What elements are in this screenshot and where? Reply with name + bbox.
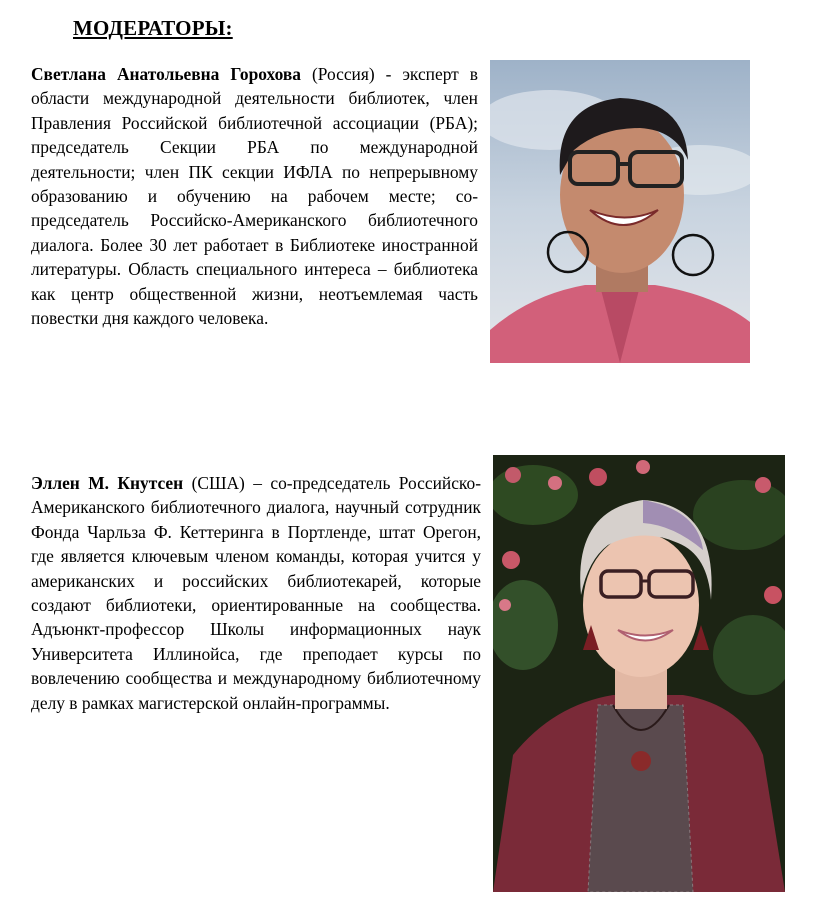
moderator-name-1: Светлана Анатольевна Горохова: [31, 64, 301, 84]
moderator-photo-2: [493, 455, 785, 892]
moderator-text-2: (США) – со-председатель Российско-Американского библиотечного диалога, научный сотрудник Фонда Чарльза Ф. Кеттеринга в Портленде, штат Орегон, где является ключевым членом команды, которая учится у американских и российских библиотекарей, которые создают библиотеки, ориентированные на сообщества. Адъюнкт-профессор Школы информационных наук Университета Иллинойса, где преподает курсы по вовлечению сообщества и международному библиотечному делу в рамках магистерской онлайн-программы.: [31, 473, 481, 713]
moderator-name-2: Эллен М. Кнутсен: [31, 473, 184, 493]
moderator-photo-1: [490, 60, 750, 363]
portrait-image-2: [493, 455, 785, 892]
moderator-bio-1: [31, 62, 478, 330]
moderator-bio-2: [31, 471, 481, 715]
portrait-image-1: [490, 60, 750, 363]
moderator-text-1: (Россия) - эксперт в области международной деятельности библиотек, член Правления Российской библиотечной ассоциации (РБА); председатель Секции РБА по международной деятельности; член ПК секции ИФЛА по непрерывному образованию и обучению на рабочем месте; со-председатель Российско-Американского библиотечного диалога. Более 30 лет работает в Библиотеке иностранной литературы. Область специального интереса – библиотека как центр общественной жизни, неотъемлемая часть повестки дня каждого человека.: [31, 64, 478, 329]
page-title: МОДЕРАТОРЫ:: [73, 16, 233, 40]
